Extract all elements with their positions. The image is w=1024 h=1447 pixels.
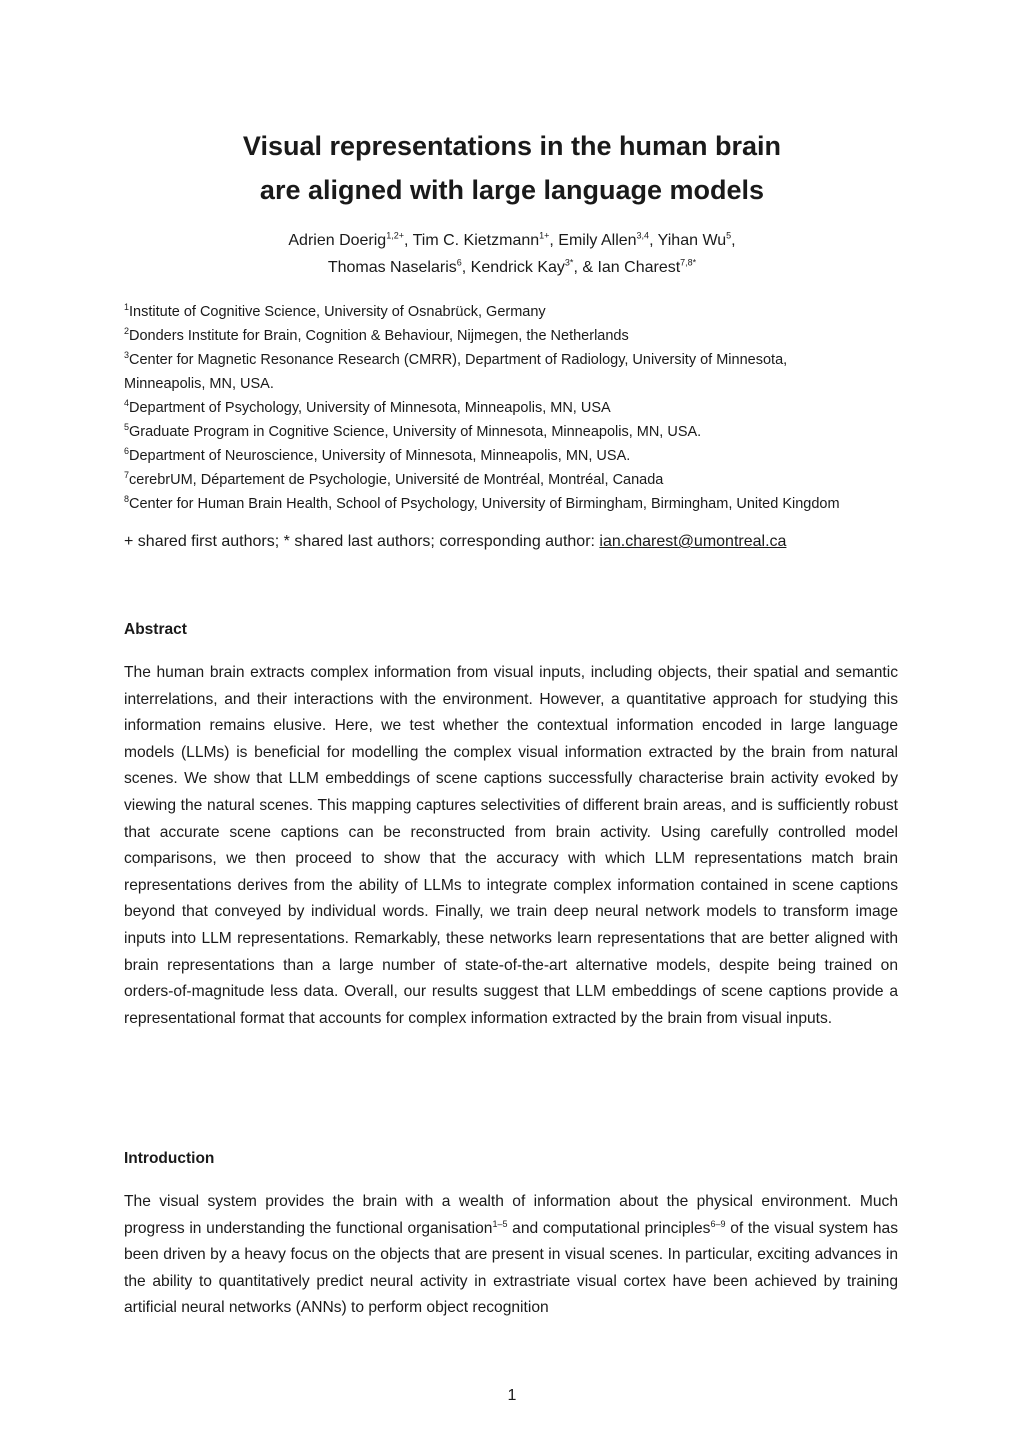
paper-title <box>0 124 1024 212</box>
abstract-text: The human brain extracts complex information from visual inputs, including objects, their spatial and semantic interrelations, and their interactions with the environment. However, a quantitative approach for studying this information remains elusive. Here, we test whether the contextual information encoded in large language models (LLMs) is beneficial for modelling the complex visual information extracted by the brain from natural scenes. We show that LLM embeddings of scene captions successfully characterise brain activity evoked by viewing the natural scenes. This mapping captures selectivities of different brain areas, and is sufficiently robust that accurate scene captions can be reconstructed from brain activity. Using carefully controlled model comparisons, we then proceed to show that the accuracy with which LLM representations match brain representations derives from the ability of LLMs to integrate complex information contained in scene captions beyond that conveyed by individual words. Finally, we train deep neural network models to transform image inputs into LLM representations. Remarkably, these networks learn representations that are better aligned with brain representations than a large number of state-of-the-art alternative models, despite being trained on orders-of-magnitude less data. Overall, our results suggest that LLM embeddings of scene captions provide a representational format that accounts for complex information extracted by the brain from visual inputs. <box>124 664 898 1027</box>
author-affil-sup: 1,2+ <box>386 230 404 241</box>
citation-ref[interactable]: 1–5 <box>492 1218 508 1229</box>
author-list <box>0 227 1024 281</box>
intro-text-part: of the visual system has been driven by a heavy focus on the objects that are present in visual scenes. In particular, exciting advances in the ability to quantitatively predict neural activity in extrastriate visual cortex have been achieved by training artificial neural networks (ANNs) to perform object recognition <box>124 1219 898 1317</box>
affiliation-continuation: Minneapolis, MN, USA. <box>124 376 274 392</box>
author-line-1 <box>0 227 1024 254</box>
introduction-heading: Introduction <box>124 1150 215 1167</box>
plus-symbol: + <box>124 533 134 550</box>
affiliation-item <box>124 492 904 516</box>
author-notes <box>124 530 786 554</box>
author-name: Tim C. Kietzmann <box>412 232 540 249</box>
introduction-text <box>124 1189 898 1322</box>
affiliation-number: 8 <box>124 494 130 505</box>
author-separator: , <box>549 232 559 249</box>
intro-text-part: and computational principles <box>507 1219 711 1237</box>
affiliation-text: Institute of Cognitive Science, University of Osnabrück, Germany <box>129 304 546 320</box>
author-affil-sup: 5 <box>726 230 732 241</box>
star-symbol: * <box>283 533 290 550</box>
affiliation-text: Center for Human Brain Health, School of Psychology, University of Birmingham, Birmingham, United Kingdom <box>129 496 840 512</box>
author-name: Emily Allen <box>558 232 637 249</box>
affiliation-number: 1 <box>124 302 130 313</box>
author-name: Adrien Doerig <box>288 232 387 249</box>
author-separator: , <box>731 232 736 249</box>
affiliation-number: 7 <box>124 470 130 481</box>
author-name: Thomas Naselaris <box>327 259 457 276</box>
affiliation-text: cerebrUM, Département de Psychologie, Université de Montréal, Montréal, Canada <box>129 472 664 488</box>
author-name: Kendrick Kay <box>470 259 565 276</box>
author-separator: , <box>461 259 471 276</box>
shared-first-note: shared first authors; <box>137 533 280 550</box>
affiliation-text: Center for Magnetic Resonance Research (CMRR), Department of Radiology, University of Minnesota, <box>129 352 788 368</box>
affiliation-number: 4 <box>124 398 130 409</box>
title-line-2: are aligned with large language models <box>259 175 765 205</box>
affiliation-item <box>124 324 904 348</box>
author-affil-sup: 3* <box>564 257 574 268</box>
affiliation-text: Graduate Program in Cognitive Science, University of Minnesota, Minneapolis, MN, USA. <box>129 424 702 440</box>
author-affil-sup: 6 <box>456 257 462 268</box>
affiliation-text: Department of Neuroscience, University of Minnesota, Minneapolis, MN, USA. <box>129 448 631 464</box>
affiliation-item <box>124 396 904 420</box>
author-name: Ian Charest <box>597 259 681 276</box>
abstract-heading: Abstract <box>124 621 187 638</box>
citation-ref[interactable]: 6–9 <box>710 1218 726 1229</box>
page-number: 1 <box>507 1387 517 1404</box>
author-affil-sup: 1+ <box>539 230 550 241</box>
affiliation-item <box>124 348 904 372</box>
corresponding-email-link[interactable]: ian.charest@umontreal.ca <box>599 533 787 550</box>
affiliation-number: 6 <box>124 446 130 457</box>
affiliation-item <box>124 420 904 444</box>
author-separator: , <box>649 232 658 249</box>
title-line-1: Visual representations in the human brain <box>242 131 782 161</box>
affiliation-text: Department of Psychology, University of Minnesota, Minneapolis, MN, USA <box>129 400 611 416</box>
author-separator: , <box>403 232 413 249</box>
affiliation-text: Donders Institute for Brain, Cognition & Behaviour, Nijmegen, the Netherlands <box>129 328 629 344</box>
affiliation-number: 3 <box>124 350 130 361</box>
affiliation-item <box>124 300 904 324</box>
author-affil-sup: 3,4 <box>636 230 650 241</box>
author-name: Yihan Wu <box>657 232 727 249</box>
affiliation-item <box>124 444 904 468</box>
intro-text-part: The visual system provides the brain with a wealth of information about the physical environment. Much progress in understanding the functional organisation <box>124 1193 898 1237</box>
author-affil-sup: 7,8* <box>680 257 697 268</box>
affiliation-number: 5 <box>124 422 130 433</box>
shared-last-note: shared last authors; corresponding author: <box>294 533 595 550</box>
affiliation-number: 2 <box>124 326 130 337</box>
affiliation-item <box>124 468 904 492</box>
author-separator: , & <box>573 259 598 276</box>
affiliation-list <box>124 300 904 516</box>
author-line-2 <box>0 254 1024 281</box>
